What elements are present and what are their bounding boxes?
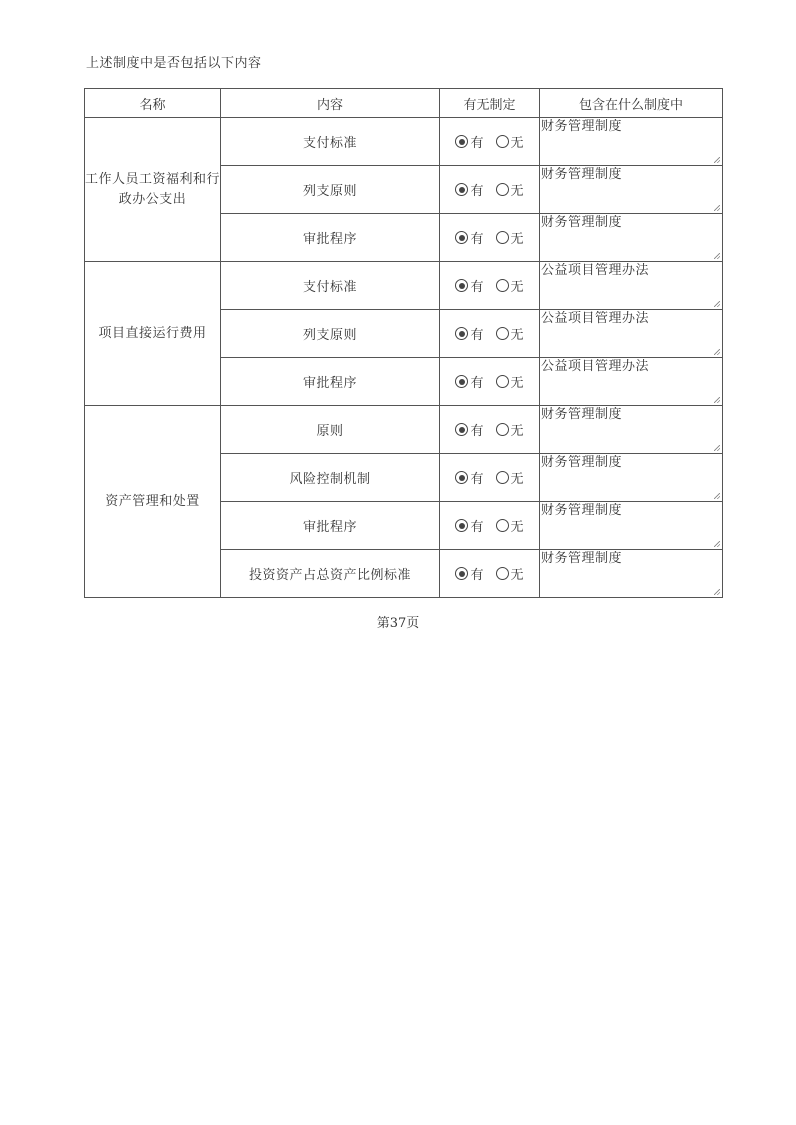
radio-yes-label: 有	[470, 328, 484, 343]
resize-grip-icon[interactable]	[714, 541, 720, 547]
table-row	[85, 118, 723, 166]
system-textarea[interactable]	[541, 551, 721, 596]
radio-no-label: 无	[510, 232, 524, 247]
radio-no-label: 无	[510, 520, 524, 535]
system-cell	[540, 310, 723, 358]
radio-no-label: 无	[510, 376, 524, 391]
system-textarea[interactable]	[541, 215, 721, 260]
radio-no[interactable]	[496, 276, 524, 295]
radio-yes[interactable]	[455, 324, 483, 343]
category-name: 工作人员工资福利和行政办公支出	[85, 118, 221, 262]
category-name: 项目直接运行费用	[85, 262, 221, 406]
radio-no[interactable]	[496, 420, 524, 439]
resize-grip-icon[interactable]	[714, 493, 720, 499]
radio-yes-label: 有	[470, 280, 484, 295]
radio-checked-icon[interactable]	[455, 423, 468, 436]
system-cell	[540, 550, 723, 598]
radio-unchecked-icon[interactable]	[496, 135, 509, 148]
content-item: 支付标准	[221, 118, 440, 166]
system-text: 财务管理制度	[541, 407, 623, 422]
radio-unchecked-icon[interactable]	[496, 279, 509, 292]
system-textarea[interactable]	[541, 167, 721, 212]
system-text: 财务管理制度	[541, 551, 623, 566]
table-row	[85, 406, 723, 454]
system-text: 财务管理制度	[541, 503, 623, 518]
radio-no[interactable]	[496, 228, 524, 247]
radio-yes[interactable]	[455, 420, 483, 439]
established-choice	[440, 550, 540, 598]
radio-no[interactable]	[496, 180, 524, 199]
radio-no-label: 无	[510, 184, 524, 199]
disclosure-table	[84, 88, 723, 598]
established-choice	[440, 262, 540, 310]
radio-no[interactable]	[496, 132, 524, 151]
radio-no-label: 无	[510, 424, 524, 439]
system-cell	[540, 406, 723, 454]
system-cell	[540, 502, 723, 550]
intro-text: 上述制度中是否包括以下内容	[86, 56, 262, 71]
radio-checked-icon[interactable]	[455, 231, 468, 244]
table-row	[85, 262, 723, 310]
radio-yes-label: 有	[470, 232, 484, 247]
system-text: 公益项目管理办法	[541, 263, 650, 278]
resize-grip-icon[interactable]	[714, 445, 720, 451]
radio-yes[interactable]	[455, 132, 483, 151]
system-text: 公益项目管理办法	[541, 359, 650, 374]
radio-no[interactable]	[496, 516, 524, 535]
radio-yes-label: 有	[470, 424, 484, 439]
radio-yes-label: 有	[470, 136, 484, 151]
radio-no-label: 无	[510, 328, 524, 343]
radio-no[interactable]	[496, 372, 524, 391]
resize-grip-icon[interactable]	[714, 157, 720, 163]
header-name: 名称	[85, 89, 221, 118]
radio-yes[interactable]	[455, 228, 483, 247]
resize-grip-icon[interactable]	[714, 253, 720, 259]
system-cell	[540, 118, 723, 166]
system-textarea[interactable]	[541, 119, 721, 164]
radio-checked-icon[interactable]	[455, 279, 468, 292]
radio-checked-icon[interactable]	[455, 183, 468, 196]
radio-yes[interactable]	[455, 564, 483, 583]
system-cell	[540, 166, 723, 214]
radio-unchecked-icon[interactable]	[496, 375, 509, 388]
radio-checked-icon[interactable]	[455, 135, 468, 148]
content-item: 原则	[221, 406, 440, 454]
radio-no[interactable]	[496, 324, 524, 343]
established-choice	[440, 454, 540, 502]
radio-unchecked-icon[interactable]	[496, 519, 509, 532]
system-text: 财务管理制度	[541, 167, 623, 182]
radio-checked-icon[interactable]	[455, 471, 468, 484]
system-textarea[interactable]	[541, 455, 721, 500]
radio-checked-icon[interactable]	[455, 567, 468, 580]
radio-yes-label: 有	[470, 520, 484, 535]
content-item: 列支原则	[221, 166, 440, 214]
system-textarea[interactable]	[541, 311, 721, 356]
content-item: 列支原则	[221, 310, 440, 358]
radio-yes-label: 有	[470, 376, 484, 391]
system-textarea[interactable]	[541, 503, 721, 548]
system-text: 财务管理制度	[541, 215, 623, 230]
established-choice	[440, 310, 540, 358]
established-choice	[440, 358, 540, 406]
radio-unchecked-icon[interactable]	[496, 327, 509, 340]
resize-grip-icon[interactable]	[714, 205, 720, 211]
radio-unchecked-icon[interactable]	[496, 567, 509, 580]
system-text: 财务管理制度	[541, 455, 623, 470]
system-textarea[interactable]	[541, 263, 721, 308]
header-established: 有无制定	[440, 89, 540, 118]
radio-yes[interactable]	[455, 516, 483, 535]
radio-yes-label: 有	[470, 568, 484, 583]
table-header-row	[85, 89, 723, 118]
radio-checked-icon[interactable]	[455, 327, 468, 340]
header-system: 包含在什么制度中	[540, 89, 723, 118]
system-cell	[540, 214, 723, 262]
system-cell	[540, 358, 723, 406]
content-item: 支付标准	[221, 262, 440, 310]
radio-no-label: 无	[510, 136, 524, 151]
content-item: 审批程序	[221, 214, 440, 262]
radio-yes[interactable]	[455, 180, 483, 199]
established-choice	[440, 502, 540, 550]
radio-unchecked-icon[interactable]	[496, 183, 509, 196]
radio-no-label: 无	[510, 568, 524, 583]
system-cell	[540, 454, 723, 502]
resize-grip-icon[interactable]	[714, 349, 720, 355]
radio-checked-icon[interactable]	[455, 519, 468, 532]
radio-yes[interactable]	[455, 276, 483, 295]
radio-unchecked-icon[interactable]	[496, 423, 509, 436]
established-choice	[440, 214, 540, 262]
system-textarea[interactable]	[541, 407, 721, 452]
established-choice	[440, 118, 540, 166]
resize-grip-icon[interactable]	[714, 301, 720, 307]
content-item: 投资资产占总资产比例标准	[221, 550, 440, 598]
radio-no[interactable]	[496, 564, 524, 583]
established-choice	[440, 406, 540, 454]
system-text: 公益项目管理办法	[541, 311, 650, 326]
content-item: 审批程序	[221, 502, 440, 550]
system-cell	[540, 262, 723, 310]
radio-no[interactable]	[496, 468, 524, 487]
radio-unchecked-icon[interactable]	[496, 471, 509, 484]
radio-yes[interactable]	[455, 468, 483, 487]
radio-no-label: 无	[510, 472, 524, 487]
system-textarea[interactable]	[541, 359, 721, 404]
system-text: 财务管理制度	[541, 119, 623, 134]
radio-no-label: 无	[510, 280, 524, 295]
content-item: 风险控制机制	[221, 454, 440, 502]
radio-yes-label: 有	[470, 472, 484, 487]
content-item: 审批程序	[221, 358, 440, 406]
category-name: 资产管理和处置	[85, 406, 221, 598]
radio-yes[interactable]	[455, 372, 483, 391]
resize-grip-icon[interactable]	[714, 589, 720, 595]
radio-yes-label: 有	[470, 184, 484, 199]
page-number: 第37页	[376, 616, 420, 631]
resize-grip-icon[interactable]	[714, 397, 720, 403]
established-choice	[440, 166, 540, 214]
radio-unchecked-icon[interactable]	[496, 231, 509, 244]
header-content: 内容	[221, 89, 440, 118]
radio-checked-icon[interactable]	[455, 375, 468, 388]
